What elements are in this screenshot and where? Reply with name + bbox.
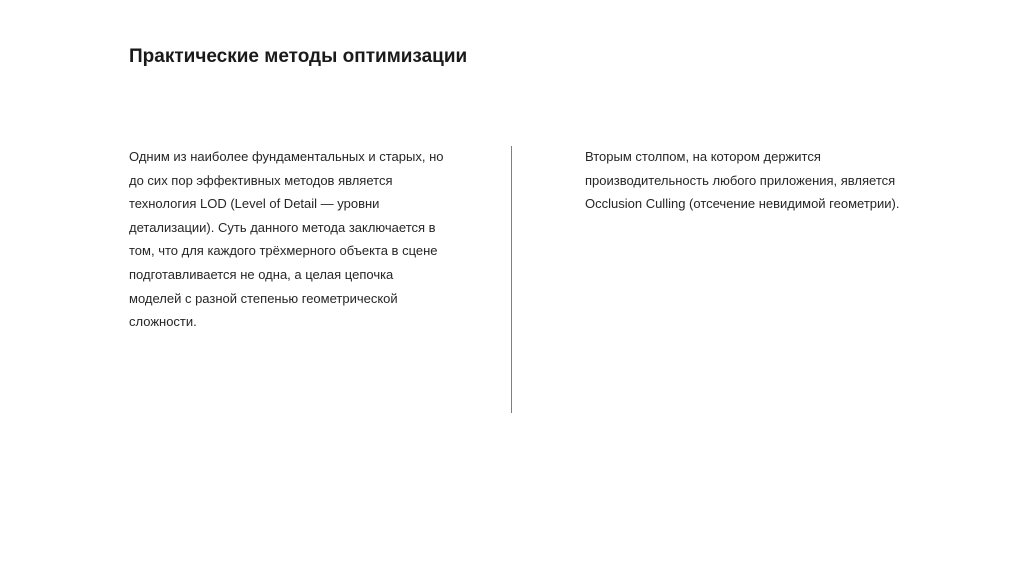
column-divider <box>511 146 512 413</box>
left-text-line: детализации). Суть данного метода заключается в <box>129 219 436 235</box>
left-text-line: том, что для каждого трёхмерного объекта в сцене <box>129 243 438 259</box>
left-text-line: технология LOD (Level of Detail — уровни <box>129 196 380 212</box>
left-text-line: подготавливается не одна, а целая цепочка <box>129 266 394 282</box>
left-text-line: Одним из наиболее фундаментальных и старых, но <box>129 149 444 164</box>
left-text-line: моделей с разной степенью геометрической <box>129 290 398 306</box>
right-column-text <box>585 145 930 216</box>
right-text-line: производительность любого приложения, является <box>585 172 896 188</box>
right-text-line: Occlusion Culling (отсечение невидимой геометрии). <box>585 196 900 212</box>
left-text-line: сложности. <box>129 314 197 330</box>
slide-title: Практические методы оптимизации <box>129 46 468 67</box>
right-text-line: Вторым столпом, на котором держится <box>585 149 821 164</box>
left-column-text <box>129 145 474 334</box>
left-text-line: до сих пор эффективных методов является <box>129 172 393 188</box>
